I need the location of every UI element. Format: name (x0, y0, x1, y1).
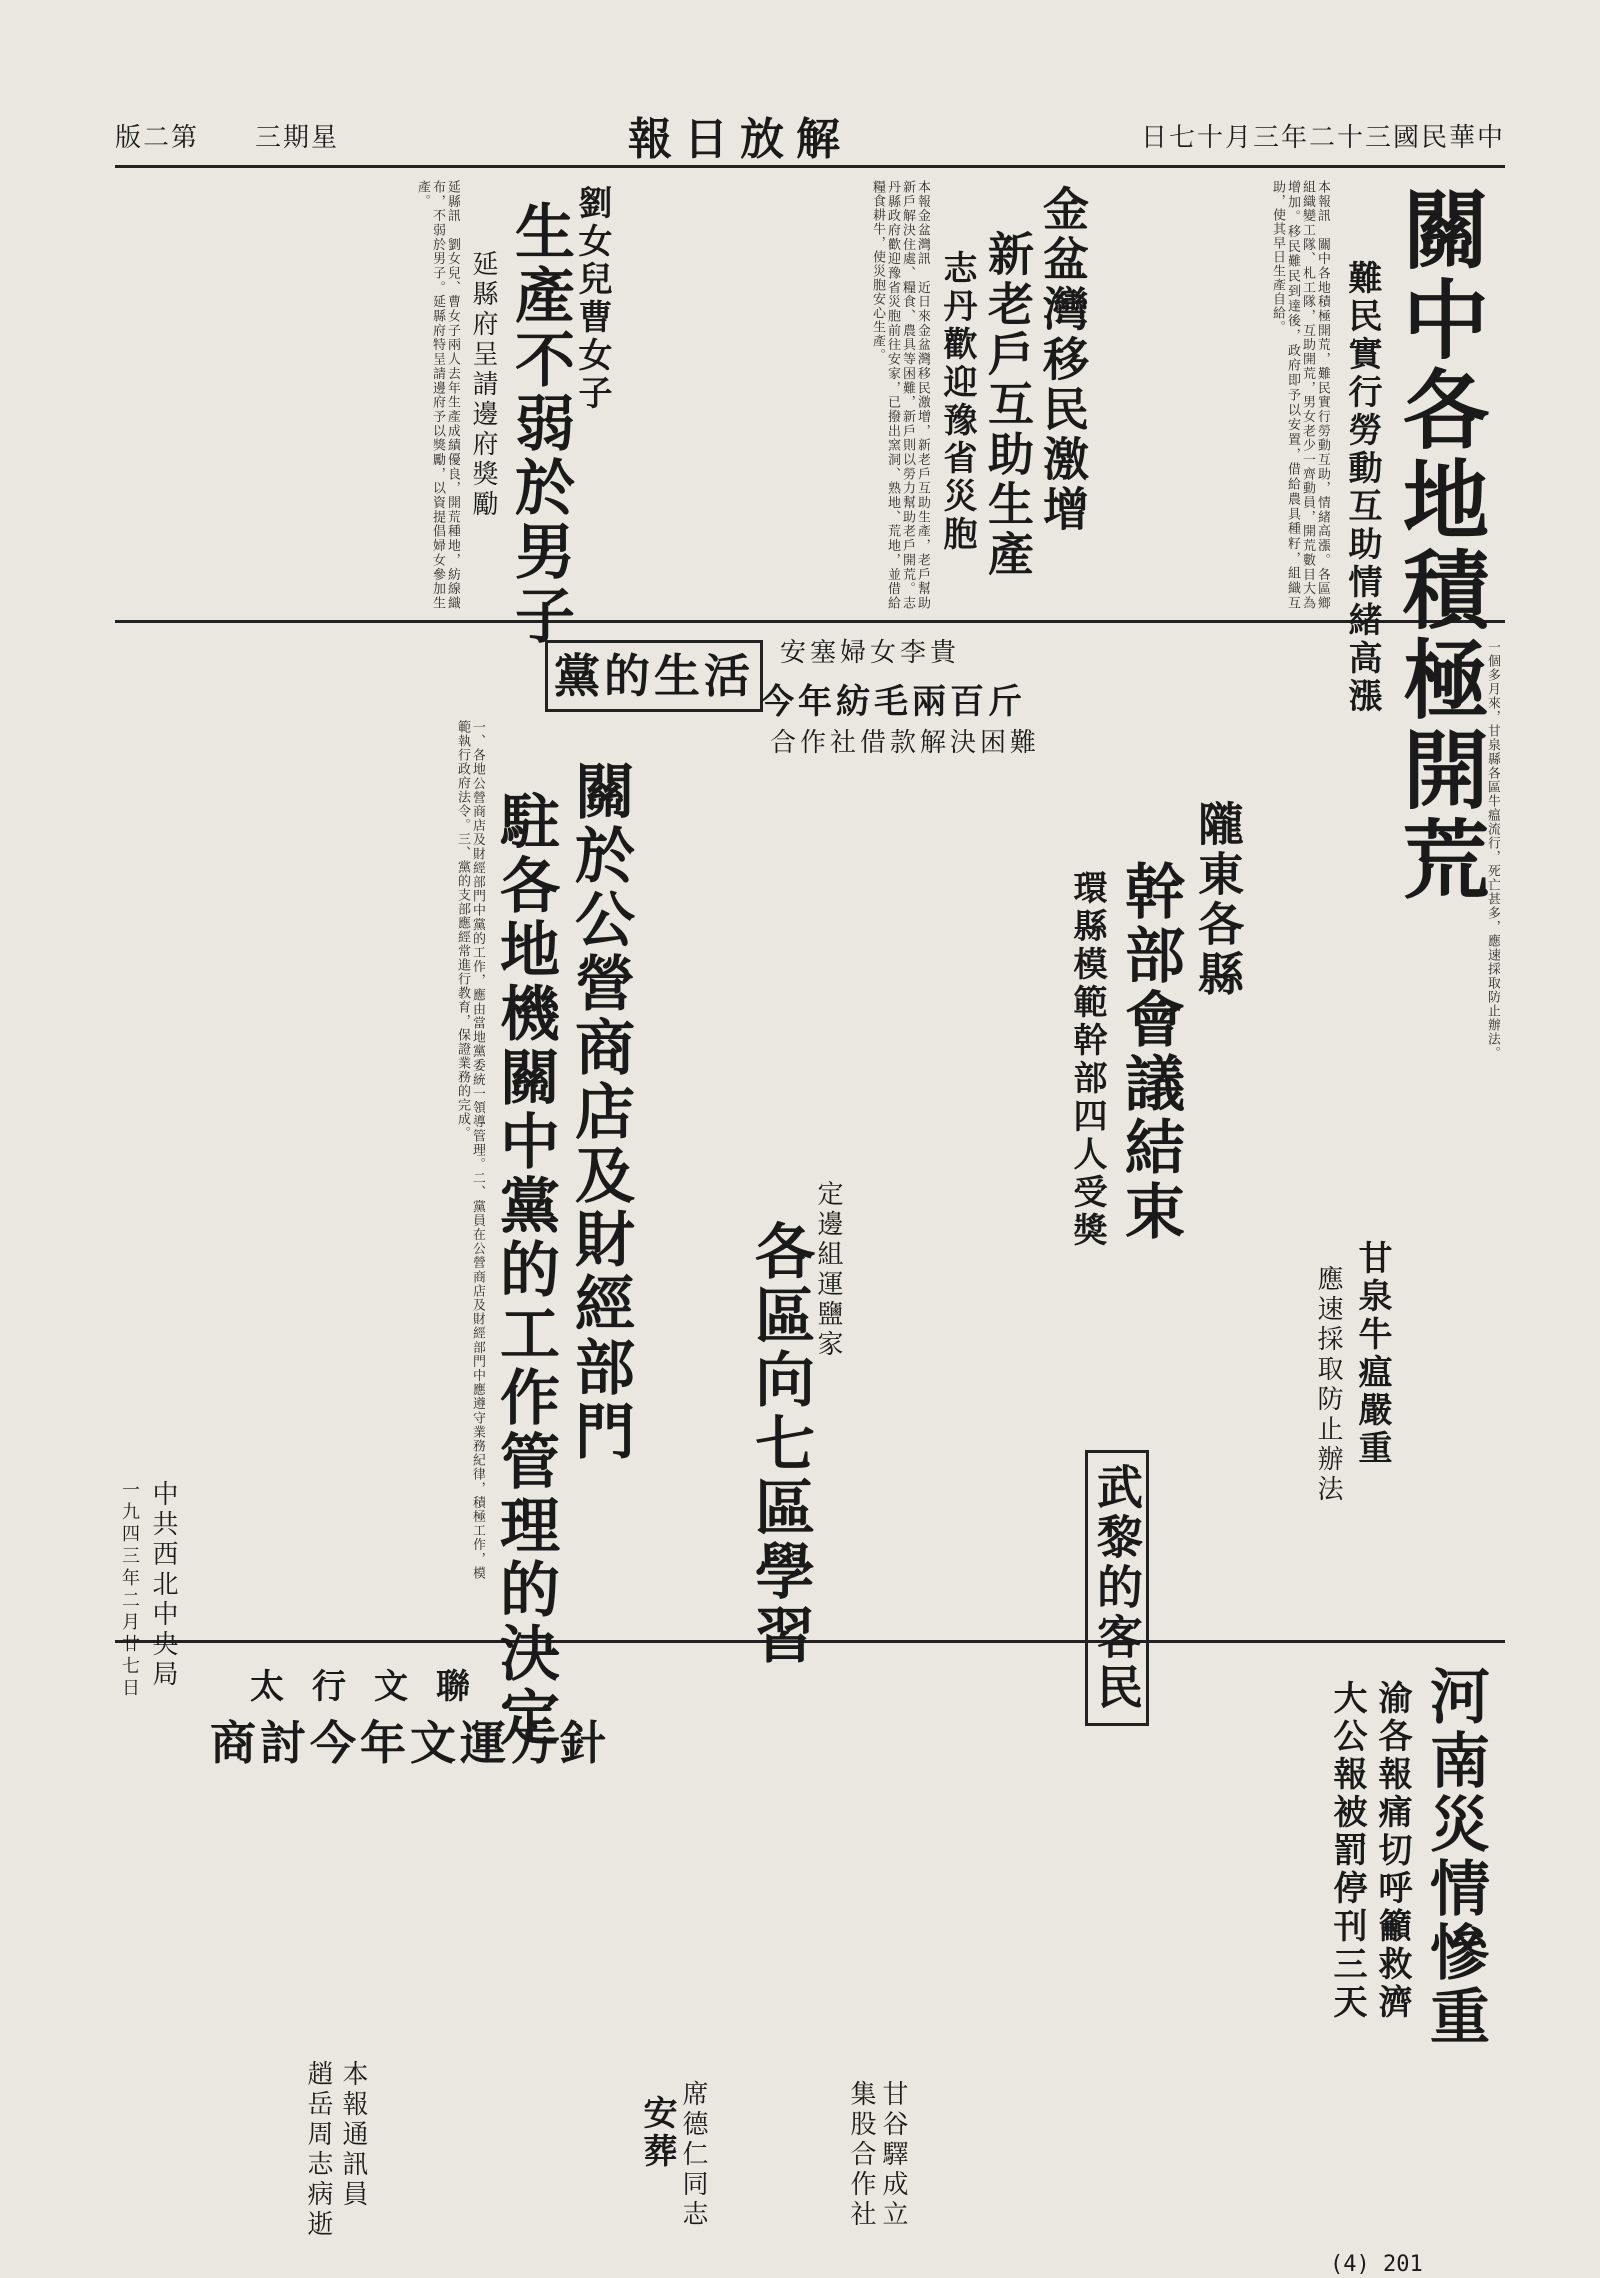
subhead-correspondent: 趙岳周志病逝 (303, 2060, 333, 2240)
page-number: (4) 201 (1330, 2252, 1423, 2277)
masthead-title: 報日放解 (628, 114, 852, 165)
article-public-stores-body: 一、各地公營商店及財經部門中黨的工作，應由當地黨委統一領導管理。二、黨員在公營商店及財經部門中應遵守業務紀律，積極工作，模範執行政府法令。三、黨的支部應經常進行教育，保證業務的完成。 (455, 720, 485, 1580)
column-wuli-settlers: 武黎的客民 (1085, 1450, 1149, 1726)
subhead-longdong: 幹部會議結束 (1115, 860, 1185, 1244)
masthead (115, 105, 1505, 168)
headline-taihang: 商討今年文運方針 (210, 1716, 610, 1770)
subhead-liu-cao: 生產不弱於男子 (505, 200, 575, 648)
subhead-xi-deren: 安葬 (637, 2095, 677, 2171)
subhead-public-stores: 駐各地機關中黨的工作管理的決定 (490, 790, 560, 1750)
section-rule-upper (115, 620, 1505, 623)
headline-ansai: 今年紡毛兩百斤 (760, 682, 1026, 722)
headline-henan: 河南災情慘重 (1420, 1665, 1490, 2049)
article-liu-cao-body: 延縣訊 劉女兒、曹女子兩人去年生產成績優良，開荒種地，紡線織布，不弱於男子。延縣府特呈請邊府予以獎勵，以資提倡婦女參加生產。 (415, 180, 460, 610)
subhead-ganquan: 應速採取防止辦法 (1313, 1265, 1343, 1505)
headline-public-stores: 關於公營商店及財經部門 (565, 760, 635, 1464)
masthead-page-info: 版二第 三期星 (115, 122, 340, 153)
subhead-henan: 渝各報痛切呼籲救濟 (1372, 1680, 1412, 2022)
kicker-dingbian: 定邊組運鹽家 (813, 1180, 843, 1360)
article-ganquan-body: 一個多月來，甘泉縣各區牛瘟流行，死亡甚多，應速採取防止辦法。 (1485, 640, 1500, 1060)
kicker-taihang: 太行文聯 (250, 1667, 498, 1707)
subhead-yanxian: 延縣府呈請邊府獎勵 (468, 250, 498, 520)
article-guanzhong-body: 本報訊 關中各地積極開荒，難民實行勞動互助，情緒高漲。各區鄉組織變工隊、札工隊，互助開荒，男女老少一齊動員，開荒數目大為增加。移民難民到達後，政府即予以安置，借給農具種籽，組織互助，使其早日生產自給。 (1270, 180, 1330, 610)
subhead-zhidan: 志丹歡迎豫省災胞 (937, 250, 977, 554)
headline-longdong: 隴東各縣 (1191, 800, 1245, 1000)
masthead-date: 日七十月三年二十三國民華中 (1140, 122, 1505, 153)
decision-date: 一九四三年二月廿七日 (119, 1480, 140, 1700)
column-party-life: 黨的生活 (545, 640, 763, 712)
headline-jinpenwan: 金盆灣移民激增 (1036, 185, 1090, 535)
headline-dingbian: 各區向七區學習 (745, 1220, 815, 1668)
subhead-guanzhong: 難民實行勞動互助情緒高漲 (1342, 260, 1382, 716)
headline-guanzhong: 關中各地積極開荒 (1388, 185, 1489, 905)
subhead-huanxian: 環縣模範幹部四人受獎 (1067, 870, 1107, 1250)
headline-ganquan: 甘泉牛瘟嚴重 (1352, 1240, 1392, 1468)
headline-correspondent: 本報通訊員 (338, 2060, 368, 2210)
headline-ganguyi: 甘谷驛成立 (878, 2080, 908, 2230)
subhead-ganguyi: 集股合作社 (846, 2080, 876, 2230)
subhead-ansai: 合作社借款解決困難 (770, 728, 1041, 758)
kicker-ansai: 安塞婦女李貴 (780, 638, 961, 668)
headline-liu-cao: 劉女兒曹女子 (572, 185, 612, 413)
article-jinpenwan-body: 本報金盆灣訊 近日來金盆灣移民激增，新老戶互助生產，老戶幫助新戶解決住處、糧食、農具等困難，新戶則以勞力幫助老戶開荒。志丹縣政府歡迎豫省災胞前往安家，已撥出窯洞、熟地、荒地，並借給糧食耕牛，使災胞安心生產。 (870, 180, 930, 610)
subhead-jinpenwan: 新老戶互助生產 (981, 230, 1035, 580)
subhead-dagongbao: 大公報被罰停刊三天 (1327, 1680, 1367, 2022)
decision-signature: 中共西北中央局 (148, 1480, 178, 1690)
headline-xi-deren: 席德仁同志 (678, 2080, 708, 2230)
